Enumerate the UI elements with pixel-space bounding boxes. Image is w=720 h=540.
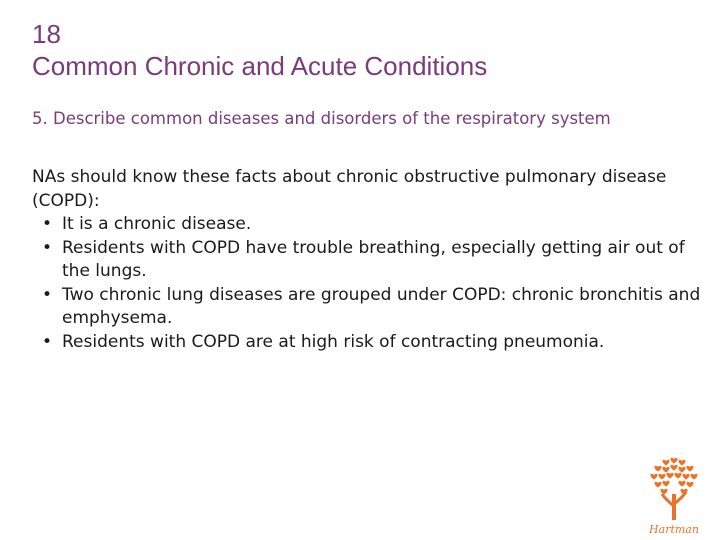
bullet-list xyxy=(32,213,702,354)
heart-icon xyxy=(662,481,669,487)
heart-icon xyxy=(678,481,685,487)
bullet-text: Residents with COPD are at high risk of contracting pneumonia. xyxy=(62,331,605,352)
heart-icon xyxy=(682,474,689,480)
heart-icon xyxy=(654,466,661,472)
bullet-icon: • xyxy=(42,214,53,234)
heart-icon xyxy=(650,474,657,480)
heart-icon xyxy=(690,474,697,480)
bullet-icon: • xyxy=(42,237,53,258)
list-item xyxy=(32,284,702,331)
bullet-text: Residents with COPD have trouble breathing, especially getting air out of the lungs. xyxy=(62,237,685,281)
heart-icon xyxy=(670,465,677,471)
heart-icon xyxy=(686,466,693,472)
heart-icon xyxy=(654,482,661,488)
list-item xyxy=(32,213,702,237)
chapter-number: 18 xyxy=(32,19,61,49)
heart-icon xyxy=(686,482,693,488)
heart-icon xyxy=(662,460,669,466)
bullet-icon: • xyxy=(42,331,53,352)
hartman-logo xyxy=(636,454,712,536)
heart-icon xyxy=(674,473,681,479)
logo-wordmark: Hartman xyxy=(649,523,699,536)
list-item xyxy=(32,331,702,355)
heart-icon xyxy=(658,474,665,480)
heart-icon xyxy=(660,489,667,495)
bullet-icon: • xyxy=(42,284,53,305)
heart-icon xyxy=(670,458,677,464)
learning-objective: 5. Describe common diseases and disorders of the respiratory system xyxy=(32,109,611,128)
list-item xyxy=(32,237,702,284)
intro-text: NAs should know these facts about chronic obstructive pulmonary disease (COPD): xyxy=(32,167,667,211)
slide-header xyxy=(32,18,692,82)
bullet-text: Two chronic lung diseases are grouped under COPD: chronic bronchitis and emphysema. xyxy=(62,284,701,328)
chapter-title: Common Chronic and Acute Conditions xyxy=(32,51,488,81)
heart-tree-logo-icon xyxy=(636,454,712,536)
heart-icon xyxy=(678,460,685,466)
heart-icon xyxy=(678,467,685,473)
heart-icon xyxy=(662,467,669,473)
bullet-text: It is a chronic disease. xyxy=(62,214,252,234)
slide-body xyxy=(32,166,702,354)
heart-icon xyxy=(666,473,673,479)
